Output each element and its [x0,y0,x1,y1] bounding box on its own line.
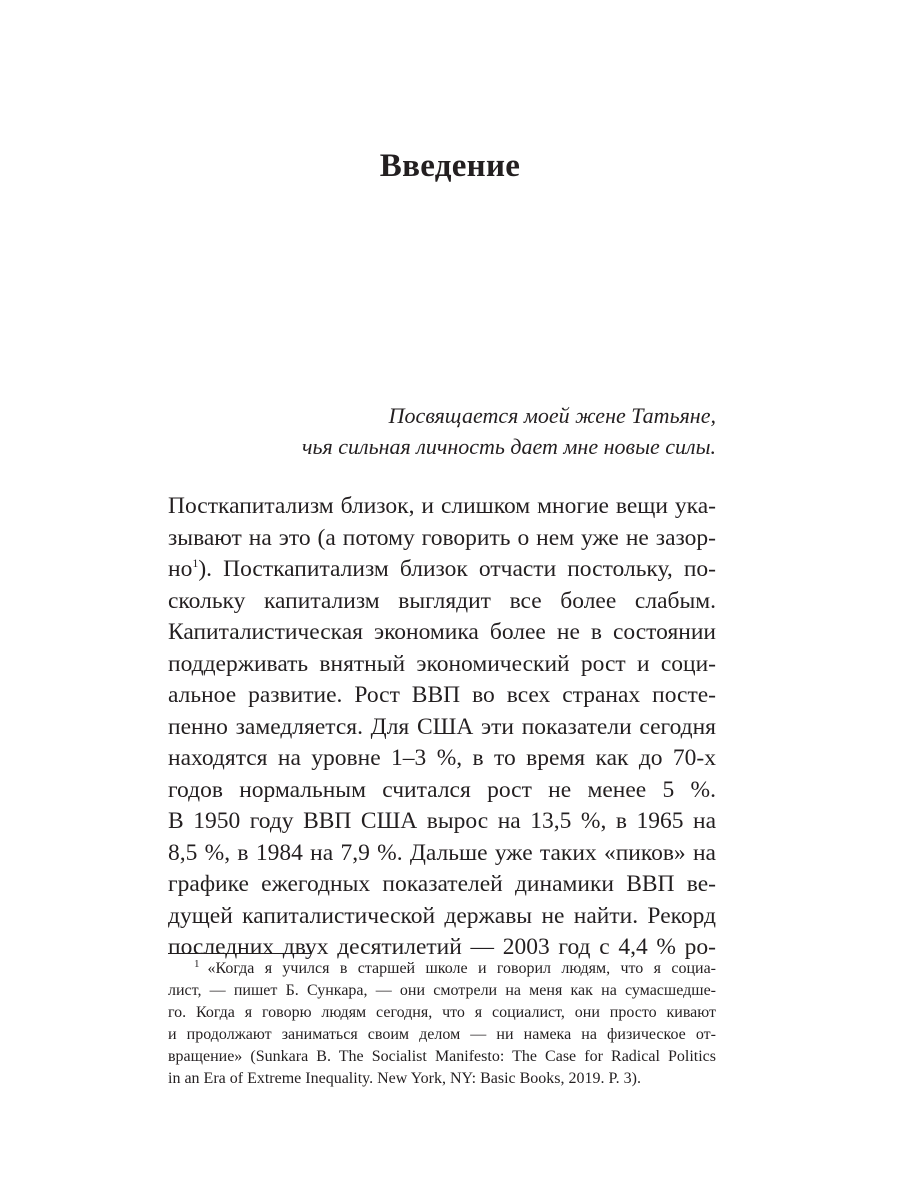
footnote-line: лист, — пишет Б. Сункара, — они смотрели на меня как на сумасшедше- [168,982,716,999]
footnote-line-text: «Когда я учился в старшей школе и говорил людям, что я социа- [207,960,716,977]
footnote-line: in an Era of Extreme Inequality. New York, NY: Basic Books, 2019. P. 3). [168,1070,641,1087]
body-paragraph [168,491,716,964]
chapter-title: Введение [379,148,521,184]
body-line: поддерживать внятный экономический рост и соци- [168,650,716,677]
body-line: графике ежегодных показателей динамики ВВП ве- [168,871,716,897]
body-line: дущей капиталистической державы не найти. Рекорд [168,902,716,929]
body-line: пенно замедляется. Для США эти показатели сегодня [168,713,716,740]
footnote [168,958,716,1090]
body-line: последних двух десятилетий — 2003 год с 4,4 % ро- [168,934,716,960]
footnote-reference: 1 [192,556,199,570]
body-line-text: ). Посткапитализм близок отчасти постольку, по- [198,556,716,582]
footnote-line: и продолжают заниматься своим делом — ни намека на физическое от- [168,1026,716,1043]
footnote-line: вращение» (Sunkara B. The Socialist Manifesto: The Case for Radical Politics [168,1048,716,1065]
body-line: В 1950 году ВВП США вырос на 13,5 %, в 1965 на [168,808,716,834]
epigraph-line: Посвящается моей жене Татьяне, [388,403,716,428]
epigraph [168,400,716,462]
epigraph-line: чья сильная личность дает мне новые силы. [301,434,716,459]
body-line: находятся на уровне 1–3 %, в то время как до 70-х [168,745,716,771]
footnote-marker: 1 [194,958,200,970]
body-line: Капиталистическая экономика более не в состоянии [168,619,716,645]
body-line: годов нормальным считался рост не менее 5 %. [168,776,716,803]
body-line: альное развитие. Рост ВВП во всех странах посте- [168,682,716,708]
footnote-divider [168,953,311,954]
body-line: 8,5 %, в 1984 на 7,9 %. Дальше уже таких «пиков» на [168,839,716,866]
body-line-text: но [168,556,193,582]
body-line [168,554,716,586]
body-line: скольку капитализм выглядит все более слабым. [168,587,716,614]
body-line: зывают на это (а потому говорить о нем уже не зазор- [168,524,716,551]
footnote-line [168,958,716,980]
footnote-line: го. Когда я говорю людям сегодня, что я социалист, они просто кивают [168,1004,716,1021]
body-line: Посткапитализм близок, и слишком многие вещи ука- [168,493,716,519]
